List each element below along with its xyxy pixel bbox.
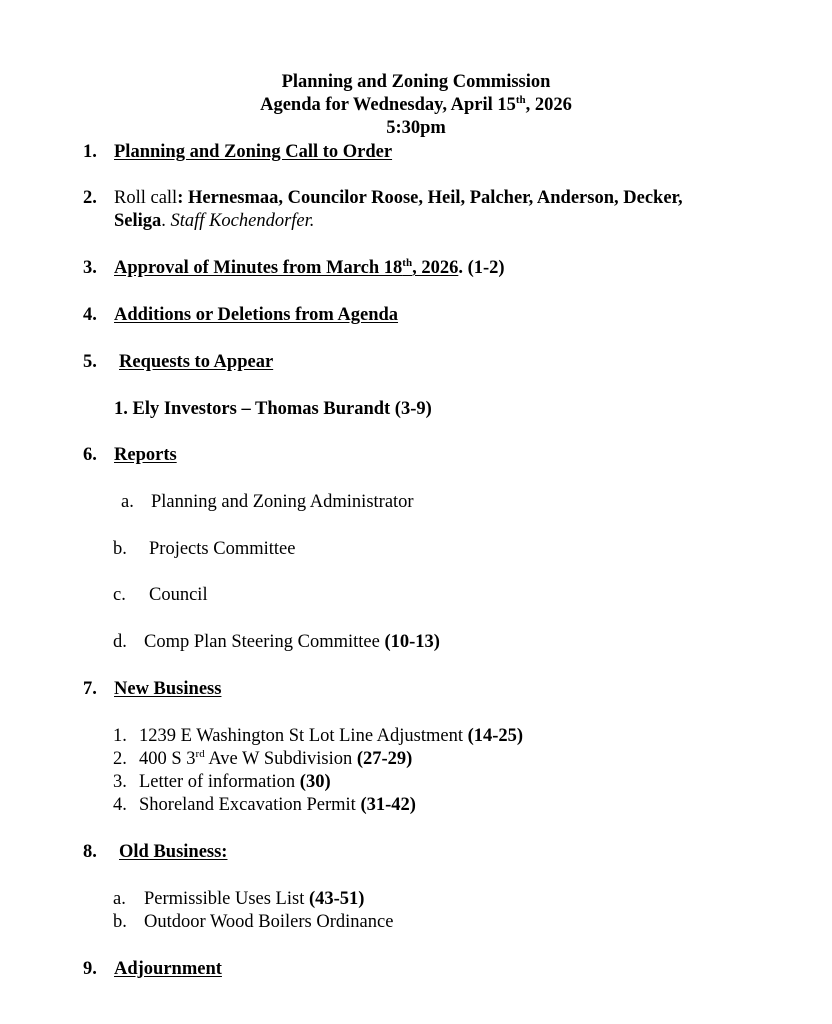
sub-item-number: 1. bbox=[113, 726, 127, 746]
sub-item-text: Outdoor Wood Boilers Ordinance bbox=[144, 912, 394, 932]
document-title: Planning and Zoning Commission bbox=[281, 72, 551, 92]
item-number: 1. bbox=[83, 142, 97, 162]
item-number: 9. bbox=[83, 959, 97, 979]
sub-item-text: Shoreland Excavation Permit (31-42) bbox=[139, 795, 416, 815]
item-number: 8. bbox=[83, 842, 97, 862]
sub-item-letter: d. bbox=[113, 632, 127, 652]
sub-item-number: 3. bbox=[113, 772, 127, 792]
item-title: Requests to Appear bbox=[119, 352, 274, 372]
item-number: 4. bbox=[83, 305, 97, 325]
roll-call-line-2: Seliga. Staff Kochendorfer. bbox=[114, 211, 315, 231]
sub-item: 1. Ely Investors – Thomas Burandt (3-9) bbox=[114, 399, 432, 419]
sub-item-letter: b. bbox=[113, 539, 127, 559]
sub-item-text: 1239 E Washington St Lot Line Adjustment (14-25) bbox=[139, 726, 524, 746]
item-title: Adjournment bbox=[114, 959, 222, 979]
item-title: Old Business: bbox=[119, 842, 228, 862]
sub-item-letter: b. bbox=[113, 912, 127, 932]
item-number: 2. bbox=[83, 188, 97, 208]
sub-item-letter: c. bbox=[113, 585, 126, 605]
item-title: Planning and Zoning Call to Order bbox=[114, 142, 393, 162]
sub-item-letter: a. bbox=[121, 492, 134, 512]
item-title: Additions or Deletions from Agenda bbox=[114, 305, 399, 325]
sub-item-text: 400 S 3rd Ave W Subdivision (27-29) bbox=[139, 748, 413, 769]
sub-item-text: Letter of information (30) bbox=[139, 772, 331, 792]
sub-item-letter: a. bbox=[113, 889, 126, 909]
sub-item-number: 2. bbox=[113, 749, 127, 769]
item-number: 5. bbox=[83, 352, 97, 372]
sub-item-number: 4. bbox=[113, 795, 127, 815]
item-number: 7. bbox=[83, 679, 97, 699]
sub-item-text: Council bbox=[149, 585, 208, 605]
sub-item-text: Comp Plan Steering Committee (10-13) bbox=[144, 632, 440, 652]
item-title: New Business bbox=[114, 679, 222, 699]
sub-item-text: Projects Committee bbox=[149, 539, 296, 559]
item-number: 3. bbox=[83, 258, 97, 278]
sub-item-text: Permissible Uses List (43-51) bbox=[144, 889, 365, 909]
sub-item-text: Planning and Zoning Administrator bbox=[151, 492, 414, 512]
item-number: 6. bbox=[83, 445, 97, 465]
item-title: Reports bbox=[114, 445, 177, 465]
item-title: Approval of Minutes from March 18th, 2026. (1-2) bbox=[114, 257, 505, 278]
roll-call-line-1: Roll call: Hernesmaa, Councilor Roose, Heil, Palcher, Anderson, Decker, bbox=[114, 188, 683, 208]
agenda-date: Agenda for Wednesday, April 15th, 2026 bbox=[260, 94, 572, 115]
meeting-time: 5:30pm bbox=[386, 118, 446, 138]
